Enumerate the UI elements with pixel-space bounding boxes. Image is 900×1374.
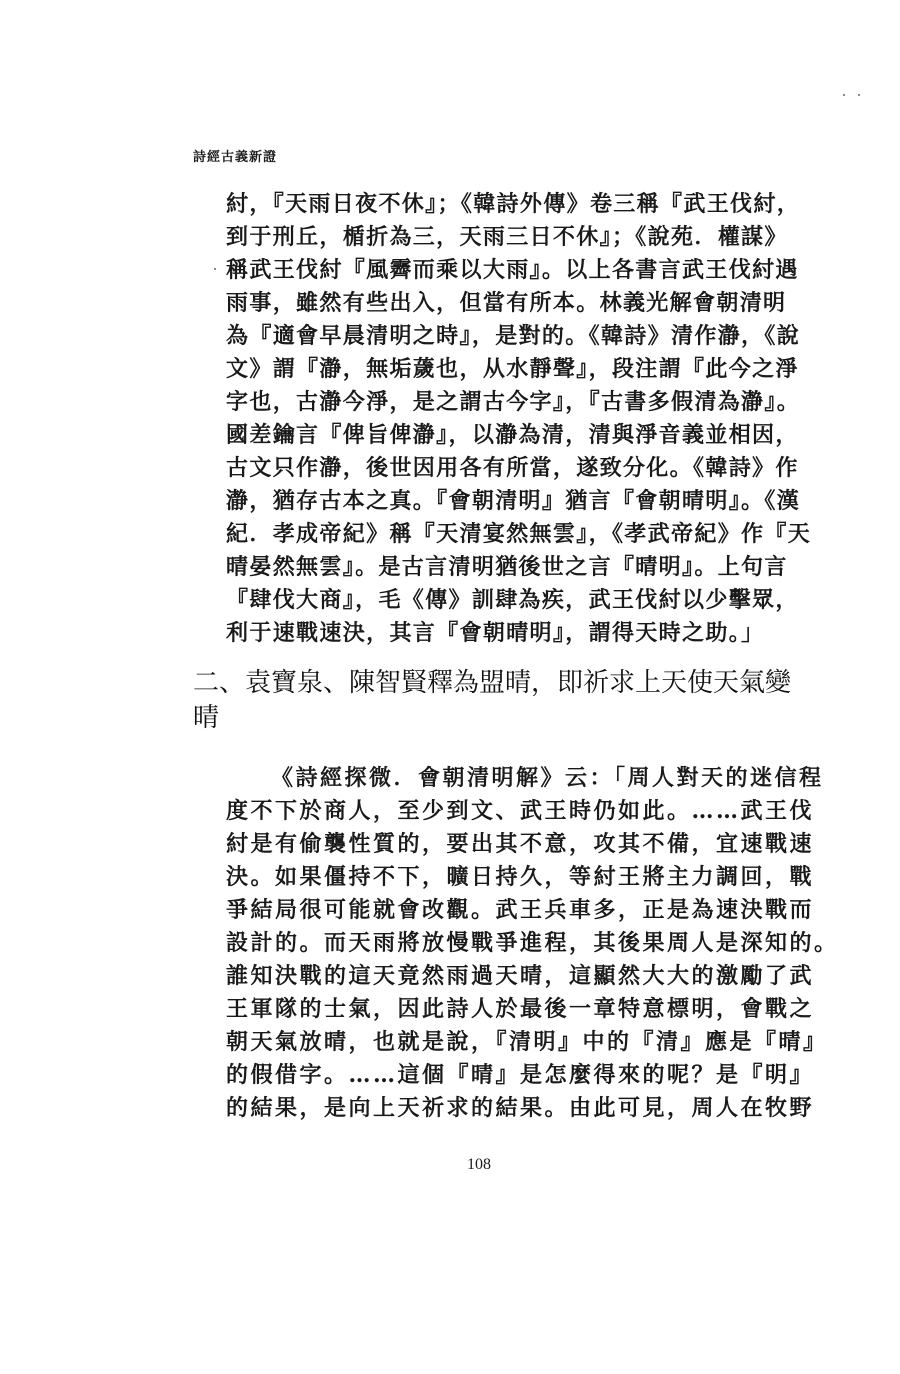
text-line: 稱武王伐紂『風霽而乘以大雨』。以上各書言武王伐紂遇 <box>226 257 799 283</box>
text-line: 誰知決戰的這天竟然雨過天晴，這顯然大大的激勵了武 <box>226 963 815 989</box>
text-line: 設計的。而天雨將放慢戰爭進程，其後果周人是深知的。 <box>226 930 839 956</box>
scan-speck <box>214 268 216 270</box>
text-line: 的結果，是向上天祈求的結果。由此可見，周人在牧野 <box>226 1095 815 1121</box>
text-line: 國差鑰言『俾旨俾瀞』，以瀞為清，清與淨音義並相因， <box>226 422 799 448</box>
text-line: 『肆伐大商』，毛《傳》訓肆為疾，武王伐紂以少擊眾， <box>226 587 799 613</box>
text-line: 為『適會早晨清明之時』，是對的。《韓詩》清作瀞，《說 <box>226 323 801 349</box>
text-line: 紀．孝成帝紀》稱『天清宴然無雲』，《孝武帝紀》作『天 <box>226 521 812 547</box>
text-line: 爭結局很可能就會改觀。武王兵車多，正是為速決戰而 <box>226 897 815 923</box>
running-header: 詩經古義新證 <box>193 150 278 165</box>
text-line: 古文只作瀞，後世因用各有所當，遂致分化。《韓詩》作 <box>226 455 799 481</box>
text-line: 利于速戰速決，其言『會朝晴明』，謂得天時之助。」 <box>226 620 765 646</box>
text-line: 到于刑丘，楯折為三，天雨三日不休』；《說苑．權謀》 <box>226 224 788 250</box>
text-line: 紂是有偷襲性質的，要出其不意，攻其不備，宜速戰速 <box>226 831 815 857</box>
text-line: 晴晏然無雲』。是古言清明猶後世之言『晴明』。上句言 <box>226 554 788 580</box>
text-line: 瀞，猶存古本之真。『會朝清明』猶言『會朝晴明』。《漢 <box>226 488 801 514</box>
text-line: 文》謂『瀞，無垢薉也，从水靜聲』，段注謂『此今之淨 <box>226 356 799 382</box>
page-number: 108 <box>467 1156 491 1173</box>
text-line: 的假借字。……這個『晴』是怎麼得來的呢？是『明』 <box>226 1062 815 1088</box>
section-heading-line-2: 晴 <box>193 703 220 733</box>
scan-speck <box>843 94 845 96</box>
section-heading-line-1: 二、袁寶泉、陳智賢釋為盟晴，即祈求上天使天氣變 <box>193 668 792 698</box>
text-line: 《詩經探微．會朝清明解》云：「周人對天的迷信程 <box>271 765 824 791</box>
text-line: 紂，『天雨日夜不休』；《韓詩外傳》卷三稱『武王伐紂， <box>226 191 801 217</box>
text-line: 度不下於商人，至少到文、武王時仍如此。……武王伐 <box>226 798 815 824</box>
text-line: 朝天氣放晴，也就是說，『清明』中的『清』應是『晴』 <box>226 1029 828 1055</box>
text-line: 決。如果僵持不下，曠日持久，等紂王將主力調回，戰 <box>226 864 815 890</box>
text-line: 王軍隊的士氣，因此詩人於最後一章特意標明，會戰之 <box>226 996 815 1022</box>
scan-speck <box>858 94 860 96</box>
text-line: 字也，古瀞今淨，是之謂古今字』，『古書多假清為瀞』。 <box>226 389 801 415</box>
quote-block-2 <box>226 0 839 1130</box>
text-line: 雨事，雖然有些出入，但當有所本。林義光解會朝清明 <box>226 290 787 316</box>
